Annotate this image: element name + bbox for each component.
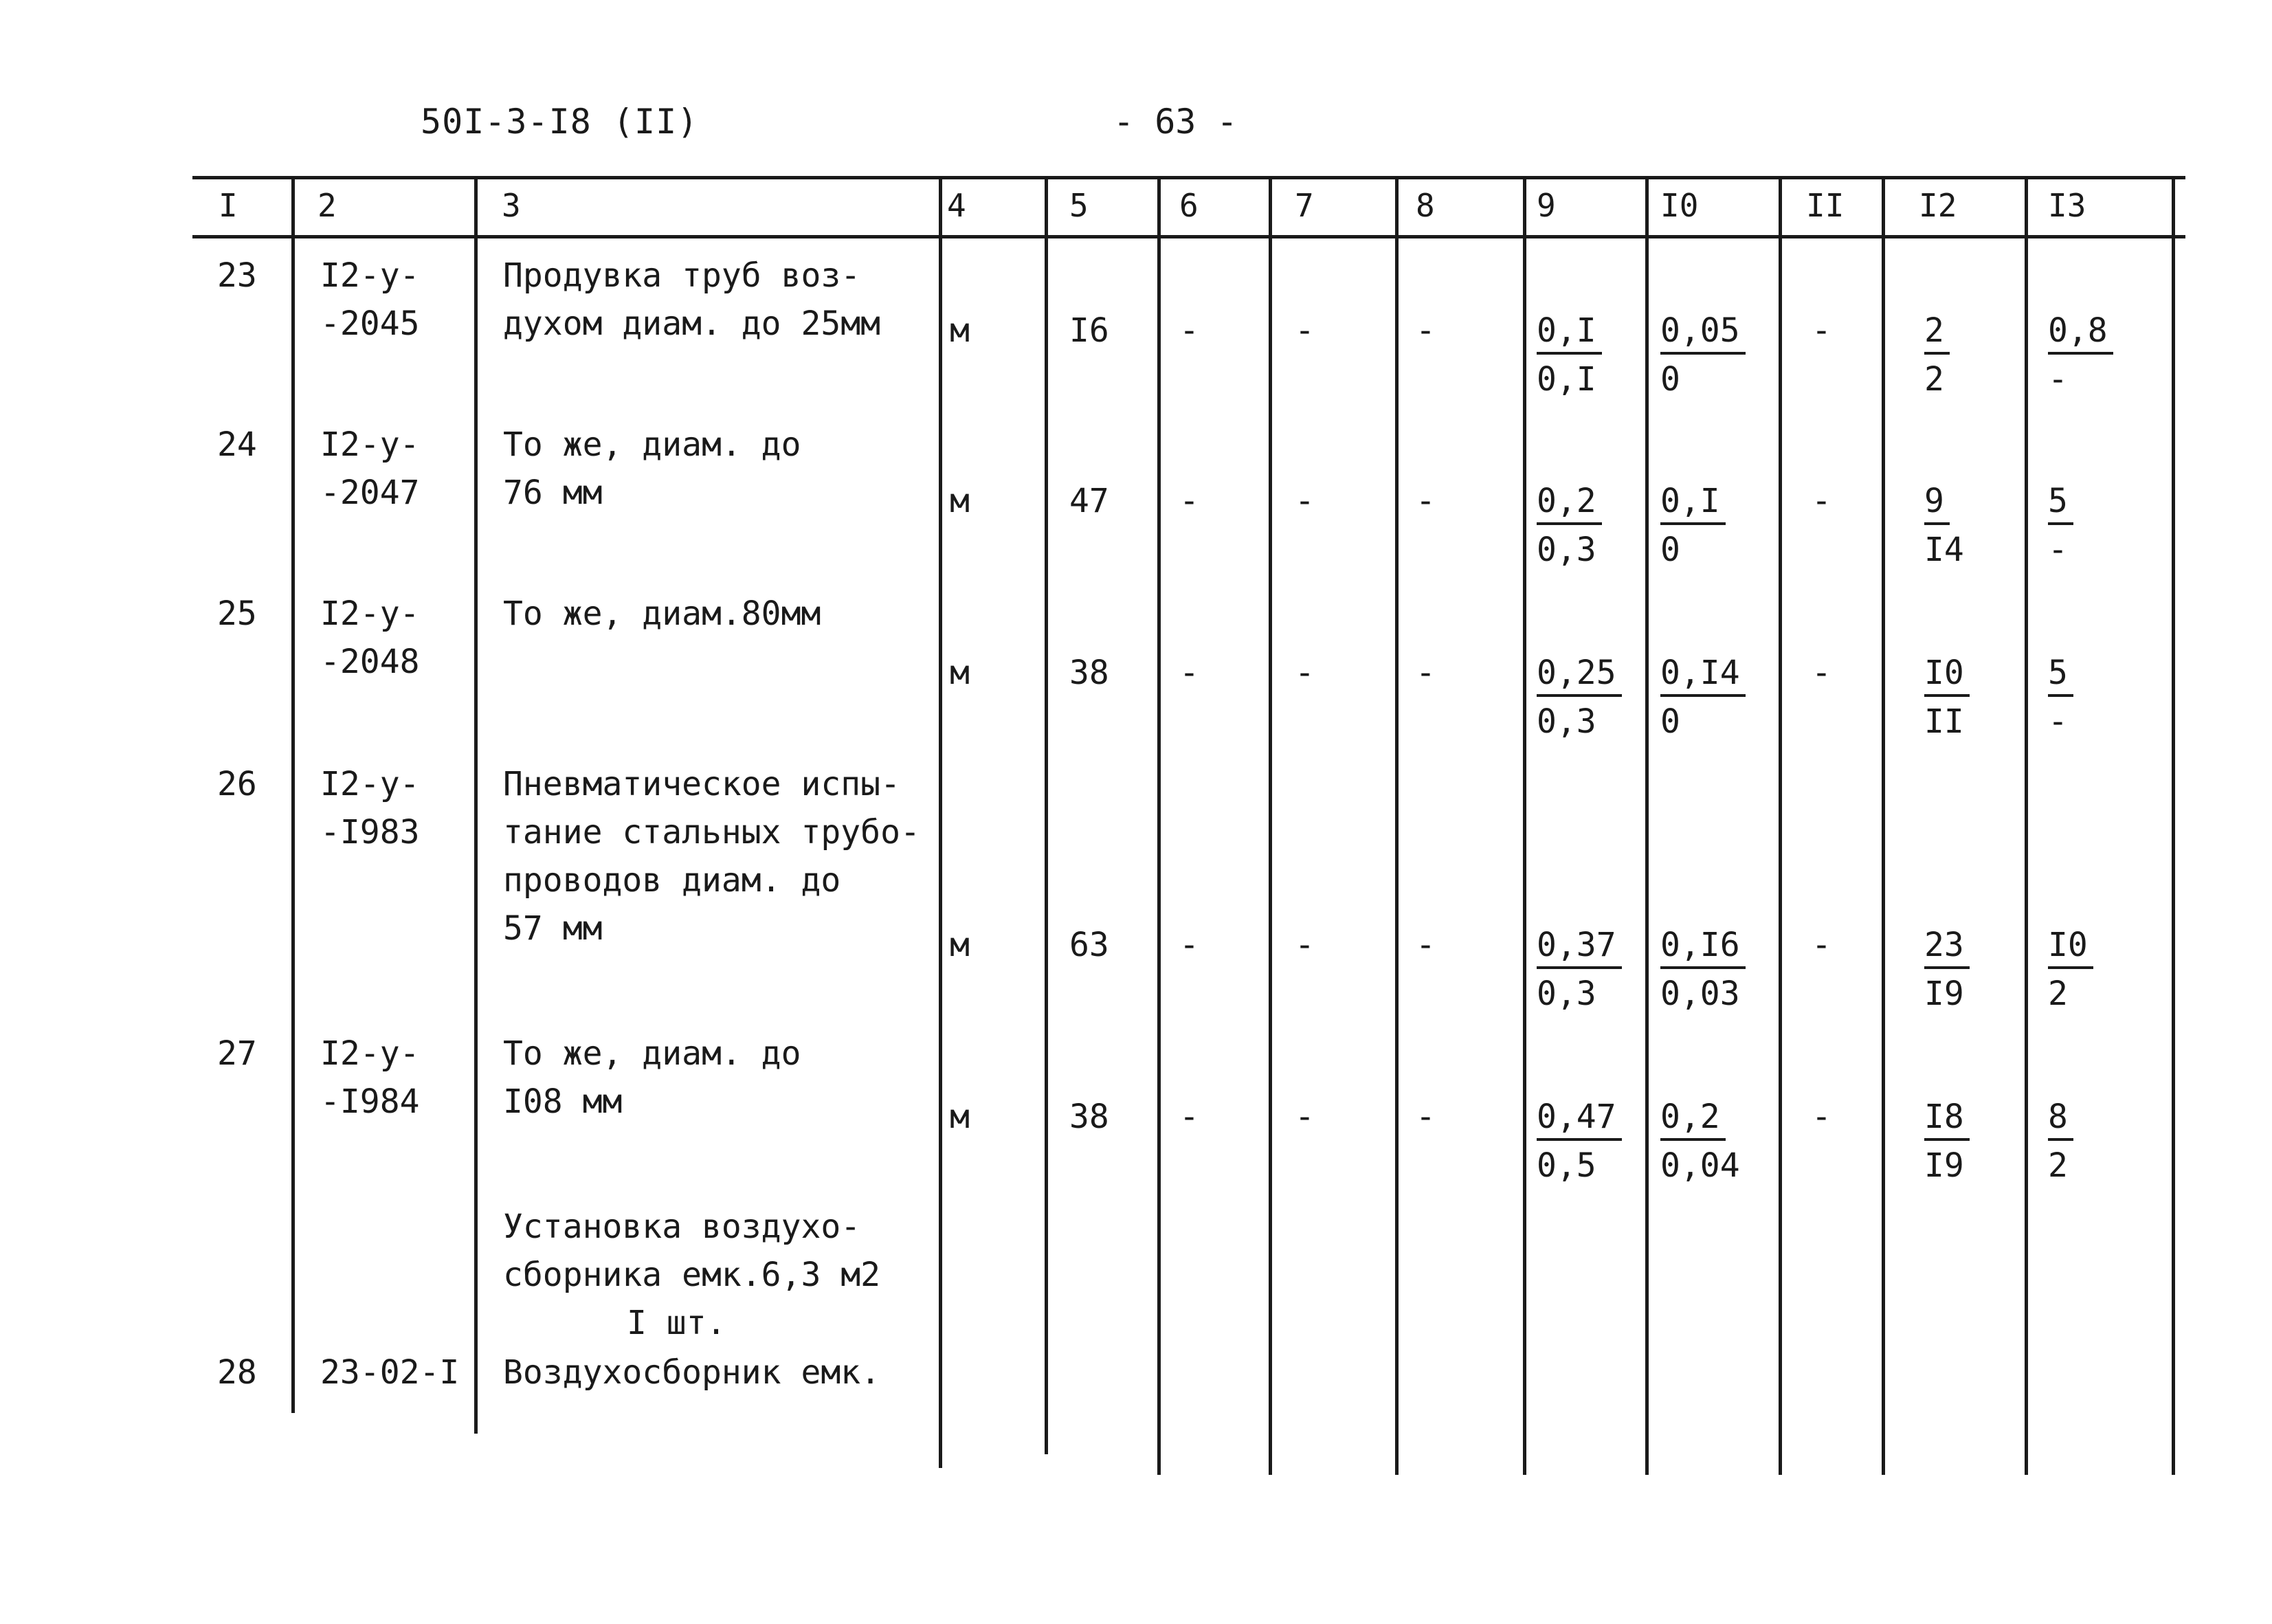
row-number: 28 xyxy=(217,1353,257,1392)
col-divider-3-4 xyxy=(939,176,942,1468)
col12-fraction: $\frac{I0}{II}$ xyxy=(1924,649,1970,746)
col-header-12: I2 xyxy=(1919,187,1957,224)
col6-value: - xyxy=(1179,311,1199,350)
work-description: То же, диам.80мм xyxy=(503,594,821,633)
col-header-7: 7 xyxy=(1295,187,1314,224)
quantity: 38 xyxy=(1069,654,1109,692)
col-header-13: I3 xyxy=(2048,187,2086,224)
col8-value: - xyxy=(1416,926,1436,964)
work-description: Продувка труб воз- духом диам. до 25мм xyxy=(503,256,881,343)
rate-code: I2-у- -I984 xyxy=(320,1034,420,1121)
rate-code: I2-у- -2045 xyxy=(320,256,420,343)
col-header-2: 2 xyxy=(318,187,337,224)
row-number: 27 xyxy=(217,1034,257,1073)
page-number: - 63 - xyxy=(1113,102,1238,142)
col-divider-7-8 xyxy=(1395,176,1399,1475)
row-number: 23 xyxy=(217,256,257,295)
col8-value: - xyxy=(1416,654,1436,692)
col11-value: - xyxy=(1812,1098,1831,1136)
col10-fraction: $\frac{0,I6}{0,03}$ xyxy=(1660,921,1746,1019)
col-divider-8-9 xyxy=(1523,176,1526,1475)
col13-fraction: 5 - xyxy=(2048,477,2073,575)
col8-value: - xyxy=(1416,311,1436,350)
row-number: 26 xyxy=(217,765,257,803)
col-divider-10-11 xyxy=(1779,176,1782,1475)
col12-fraction: $\frac{9}{I4}$ xyxy=(1924,477,1964,575)
col6-value: - xyxy=(1179,926,1199,964)
col11-value: - xyxy=(1812,482,1831,520)
col-divider-11-12 xyxy=(1882,176,1885,1475)
col-divider-1-2 xyxy=(291,176,295,1413)
col9-fraction: $\frac{0,2}{0,3}$ xyxy=(1537,477,1602,575)
col-divider-6-7 xyxy=(1269,176,1272,1475)
col7-value: - xyxy=(1295,482,1315,520)
col11-value: - xyxy=(1812,311,1831,350)
col10-fraction: $\frac{0,I4}{0}$ xyxy=(1660,649,1746,746)
rate-code: I2-у- -2048 xyxy=(320,594,420,681)
col12-fraction: $\frac{I8}{I9}$ xyxy=(1924,1093,1970,1190)
col10-fraction: $\frac{0,I}{0}$ xyxy=(1660,477,1726,575)
col6-value: - xyxy=(1179,482,1199,520)
col-divider-5-6 xyxy=(1157,176,1161,1475)
col-header-9: 9 xyxy=(1537,187,1556,224)
doc-code: 50I-3-I8 (II) xyxy=(421,102,699,142)
row-number: 24 xyxy=(217,425,257,464)
col-header-5: 5 xyxy=(1069,187,1089,224)
rate-code: 23-02-I xyxy=(320,1353,460,1392)
col11-value: - xyxy=(1812,654,1831,692)
unit: м xyxy=(950,311,970,350)
col7-value: - xyxy=(1295,926,1315,964)
col-divider-9-10 xyxy=(1645,176,1649,1475)
col11-value: - xyxy=(1812,926,1831,964)
col-header-3: 3 xyxy=(502,187,521,224)
col13-fraction: $\frac{8}{2}$ xyxy=(2048,1093,2073,1190)
quantity: 38 xyxy=(1069,1098,1109,1136)
work-description: Воздухосборник емк. xyxy=(503,1353,881,1392)
col-divider-4-5 xyxy=(1045,176,1048,1454)
col9-fraction: $\frac{0,25}{0,3}$ xyxy=(1537,649,1622,746)
col-header-1: I xyxy=(219,187,238,224)
quantity: 63 xyxy=(1069,926,1109,964)
row-number: 25 xyxy=(217,594,257,633)
unit: м xyxy=(950,482,970,520)
col12-fraction: $\frac{23}{I9}$ xyxy=(1924,921,1970,1019)
col-header-6: 6 xyxy=(1179,187,1199,224)
rate-code: I2-у- -2047 xyxy=(320,425,420,512)
quantity: I6 xyxy=(1069,311,1109,350)
col13-fraction: 0,8 - xyxy=(2048,307,2113,404)
col12-fraction: $\frac{2}{2}$ xyxy=(1924,307,1950,404)
col9-fraction: $\frac{0,37}{0,3}$ xyxy=(1537,921,1622,1019)
work-description: То же, диам. до I08 мм xyxy=(503,1034,801,1121)
col-header-10: I0 xyxy=(1660,187,1699,224)
work-description: Пневматическое испы- тание стальных трубо- проводов диам. до 57 мм xyxy=(503,765,920,948)
col6-value: - xyxy=(1179,1098,1199,1136)
col13-fraction: $\frac{I0}{2}$ xyxy=(2048,921,2093,1019)
col6-value: - xyxy=(1179,654,1199,692)
unit: м xyxy=(950,1098,970,1136)
unit: м xyxy=(950,654,970,692)
col-divider-right xyxy=(2172,176,2175,1475)
work-description: То же, диам. до 76 мм xyxy=(503,425,801,512)
col7-value: - xyxy=(1295,654,1315,692)
col7-value: - xyxy=(1295,1098,1315,1136)
col10-fraction: $\frac{0,05}{0}$ xyxy=(1660,307,1746,404)
unit: м xyxy=(950,926,970,964)
col-divider-12-13 xyxy=(2025,176,2028,1475)
col10-fraction: $\frac{0,2}{0,04}$ xyxy=(1660,1093,1740,1190)
col9-fraction: $\frac{0,I}{0,I}$ xyxy=(1537,307,1602,404)
col8-value: - xyxy=(1416,1098,1436,1136)
col-header-8: 8 xyxy=(1416,187,1435,224)
quantity: 47 xyxy=(1069,482,1109,520)
col-header-11: II xyxy=(1806,187,1845,224)
col-header-4: 4 xyxy=(947,187,966,224)
rate-code: I2-у- -I983 xyxy=(320,765,420,852)
col8-value: - xyxy=(1416,482,1436,520)
col-divider-2-3 xyxy=(474,176,478,1434)
col9-fraction: $\frac{0,47}{0,5}$ xyxy=(1537,1093,1622,1190)
section-note: Установка воздухо- сборника емк.6,3 м2 I шт. xyxy=(503,1208,881,1342)
table-top-rule xyxy=(192,176,2185,179)
table-header-rule xyxy=(192,235,2185,238)
col7-value: - xyxy=(1295,311,1315,350)
col13-fraction: 5 - xyxy=(2048,649,2073,746)
